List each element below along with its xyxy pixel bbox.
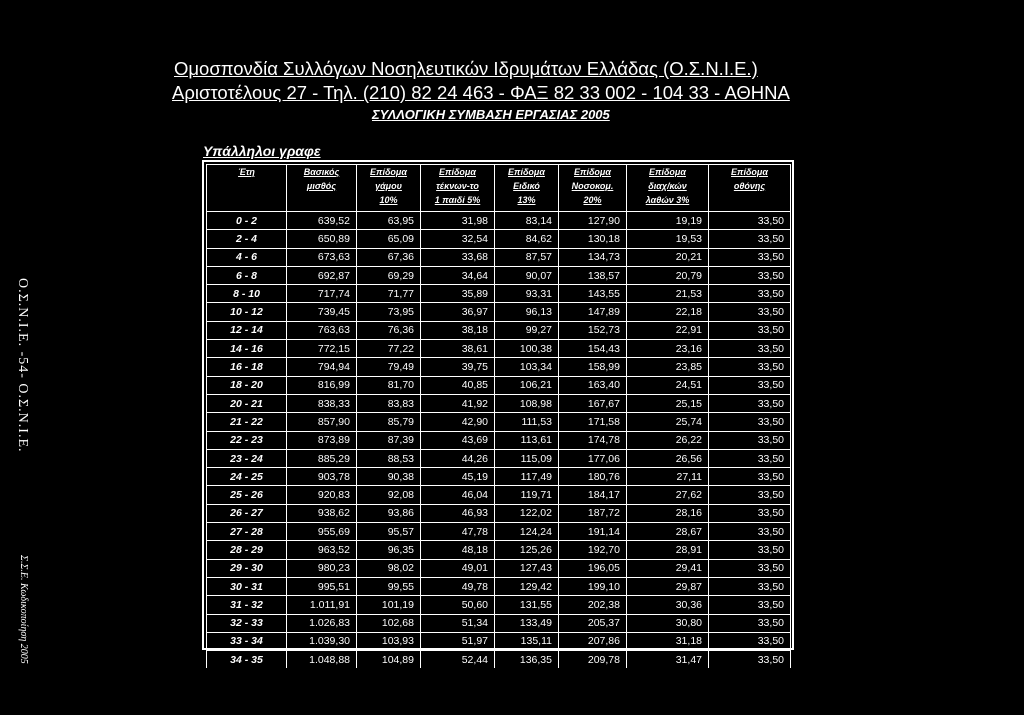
years-cell: 0 - 2 [207,212,287,230]
amount-cell: 51,34 [421,614,495,632]
table-row [207,340,791,358]
amount-cell: 143,55 [559,285,627,303]
column-header-line: 10% [379,195,398,205]
years-cell: 28 - 29 [207,541,287,559]
amount-cell: 99,55 [357,577,421,595]
amount-cell: 171,58 [559,413,627,431]
amount-cell: 980,23 [287,559,357,577]
organization-address: Αριστοτέλους 27 - Τηλ. (210) 82 24 463 - ΦΑΞ 82 33 002 - 104 33 - ΑΘΗΝΑ [172,82,790,103]
amount-cell: 38,61 [421,340,495,358]
organization-title: Ομοσπονδία Συλλόγων Νοσηλευτικών Ιδρυμάτων Ελλάδας (Ο.Σ.Ν.Ι.Ε.) [174,58,758,79]
amount-cell: 44,26 [421,449,495,467]
amount-cell: 102,68 [357,614,421,632]
amount-cell: 184,17 [559,486,627,504]
table-row [207,285,791,303]
amount-cell: 100,38 [495,340,559,358]
column-header-line: τέκνων-το [436,181,479,191]
table-row [207,321,791,339]
years-cell: 4 - 6 [207,248,287,266]
amount-cell: 28,67 [627,523,709,541]
column-header-line: οθόνης [733,181,766,191]
amount-cell: 63,95 [357,212,421,230]
table-row [207,523,791,541]
amount-cell: 24,51 [627,376,709,394]
salary-table [206,164,791,668]
amount-cell: 124,24 [495,523,559,541]
amount-cell: 104,89 [357,651,421,669]
column-header-line: Επίδομα [731,167,768,177]
years-cell: 27 - 28 [207,523,287,541]
table-body [207,212,791,669]
amount-cell: 46,04 [421,486,495,504]
amount-cell: 93,31 [495,285,559,303]
years-cell: 2 - 4 [207,230,287,248]
amount-cell: 27,62 [627,486,709,504]
amount-cell: 34,64 [421,266,495,284]
amount-cell: 38,18 [421,321,495,339]
column-header [207,165,287,212]
table-row [207,504,791,522]
years-cell: 8 - 10 [207,285,287,303]
amount-cell: 955,69 [287,523,357,541]
amount-cell: 202,38 [559,596,627,614]
amount-cell: 108,98 [495,394,559,412]
column-header-line: Επίδομα [439,167,476,177]
amount-cell: 33,50 [709,468,791,486]
column-header-line: γάμου [375,181,402,191]
table-row [207,596,791,614]
amount-cell: 154,43 [559,340,627,358]
amount-cell: 33,50 [709,358,791,376]
amount-cell: 33,50 [709,248,791,266]
amount-cell: 133,49 [495,614,559,632]
amount-cell: 207,86 [559,632,627,650]
table-row [207,303,791,321]
amount-cell: 46,93 [421,504,495,522]
table-row [207,632,791,650]
amount-cell: 83,83 [357,394,421,412]
amount-cell: 39,75 [421,358,495,376]
amount-cell: 29,87 [627,577,709,595]
amount-cell: 23,16 [627,340,709,358]
table-row [207,559,791,577]
amount-cell: 83,14 [495,212,559,230]
table-row [207,468,791,486]
years-cell: 33 - 34 [207,632,287,650]
amount-cell: 903,78 [287,468,357,486]
column-header [559,165,627,212]
employee-category: Υπάλληλοι γραφε [203,143,321,159]
amount-cell: 22,18 [627,303,709,321]
column-header-line: Έτη [238,167,255,177]
amount-cell: 639,52 [287,212,357,230]
table-row [207,230,791,248]
column-header-line: 1 παιδί 5% [434,195,481,205]
amount-cell: 857,90 [287,413,357,431]
amount-cell: 33,50 [709,614,791,632]
amount-cell: 717,74 [287,285,357,303]
amount-cell: 19,53 [627,230,709,248]
amount-cell: 87,57 [495,248,559,266]
amount-cell: 180,76 [559,468,627,486]
amount-cell: 794,94 [287,358,357,376]
amount-cell: 30,36 [627,596,709,614]
amount-cell: 33,50 [709,596,791,614]
amount-cell: 103,93 [357,632,421,650]
amount-cell: 65,09 [357,230,421,248]
years-cell: 22 - 23 [207,431,287,449]
amount-cell: 33,50 [709,285,791,303]
column-header-line: Νοσοκομ. [571,181,614,191]
amount-cell: 135,11 [495,632,559,650]
column-header-line: 13% [517,195,536,205]
years-cell: 30 - 31 [207,577,287,595]
years-cell: 26 - 27 [207,504,287,522]
amount-cell: 87,39 [357,431,421,449]
amount-cell: 196,05 [559,559,627,577]
collective-agreement-title: ΣΥΛΛΟΓΙΚΗ ΣΥΜΒΑΣΗ ΕΡΓΑΣΙΑΣ 2005 [372,107,610,122]
amount-cell: 88,53 [357,449,421,467]
amount-cell: 106,21 [495,376,559,394]
amount-cell: 31,47 [627,651,709,669]
amount-cell: 92,08 [357,486,421,504]
table-row [207,614,791,632]
amount-cell: 67,36 [357,248,421,266]
amount-cell: 30,80 [627,614,709,632]
table-row [207,394,791,412]
table-row [207,358,791,376]
amount-cell: 95,57 [357,523,421,541]
amount-cell: 20,21 [627,248,709,266]
amount-cell: 152,73 [559,321,627,339]
amount-cell: 33,50 [709,523,791,541]
amount-cell: 1.011,91 [287,596,357,614]
amount-cell: 167,67 [559,394,627,412]
amount-cell: 673,63 [287,248,357,266]
side-codification-note: Σ.Σ.Ε. Κωδικοποίηση 2005 [18,555,29,664]
amount-cell: 1.048,88 [287,651,357,669]
amount-cell: 129,42 [495,577,559,595]
amount-cell: 42,90 [421,413,495,431]
amount-cell: 873,89 [287,431,357,449]
column-header [357,165,421,212]
amount-cell: 25,15 [627,394,709,412]
amount-cell: 96,35 [357,541,421,559]
years-cell: 16 - 18 [207,358,287,376]
amount-cell: 49,01 [421,559,495,577]
amount-cell: 31,18 [627,632,709,650]
amount-cell: 33,50 [709,504,791,522]
years-cell: 34 - 35 [207,651,287,669]
table-row [207,486,791,504]
amount-cell: 20,79 [627,266,709,284]
amount-cell: 33,50 [709,340,791,358]
years-cell: 21 - 22 [207,413,287,431]
column-header [495,165,559,212]
amount-cell: 163,40 [559,376,627,394]
table-row [207,266,791,284]
amount-cell: 138,57 [559,266,627,284]
amount-cell: 174,78 [559,431,627,449]
amount-cell: 739,45 [287,303,357,321]
amount-cell: 33,50 [709,266,791,284]
amount-cell: 136,35 [495,651,559,669]
amount-cell: 40,85 [421,376,495,394]
amount-cell: 117,49 [495,468,559,486]
amount-cell: 25,74 [627,413,709,431]
amount-cell: 33,68 [421,248,495,266]
amount-cell: 920,83 [287,486,357,504]
column-header-line: 20% [583,195,602,205]
years-cell: 25 - 26 [207,486,287,504]
amount-cell: 19,19 [627,212,709,230]
amount-cell: 205,37 [559,614,627,632]
amount-cell: 90,07 [495,266,559,284]
column-header [709,165,791,212]
amount-cell: 85,79 [357,413,421,431]
column-header-line: Επίδομα [649,167,686,177]
years-cell: 23 - 24 [207,449,287,467]
amount-cell: 177,06 [559,449,627,467]
table-row [207,431,791,449]
amount-cell: 96,13 [495,303,559,321]
amount-cell: 28,91 [627,541,709,559]
amount-cell: 938,62 [287,504,357,522]
amount-cell: 187,72 [559,504,627,522]
years-cell: 20 - 21 [207,394,287,412]
column-header-line: Ειδικό [513,181,540,191]
amount-cell: 772,15 [287,340,357,358]
amount-cell: 963,52 [287,541,357,559]
amount-cell: 79,49 [357,358,421,376]
amount-cell: 131,55 [495,596,559,614]
amount-cell: 28,16 [627,504,709,522]
amount-cell: 32,54 [421,230,495,248]
amount-cell: 127,90 [559,212,627,230]
amount-cell: 33,50 [709,212,791,230]
amount-cell: 51,97 [421,632,495,650]
amount-cell: 31,98 [421,212,495,230]
amount-cell: 21,53 [627,285,709,303]
amount-cell: 115,09 [495,449,559,467]
side-page-marker: Ο.Σ.Ν.Ι.Ε. -54- Ο.Σ.Ν.Ι.Ε. [15,278,30,453]
amount-cell: 48,18 [421,541,495,559]
table-row [207,651,791,669]
amount-cell: 147,89 [559,303,627,321]
amount-cell: 192,70 [559,541,627,559]
table-row [207,212,791,230]
amount-cell: 69,29 [357,266,421,284]
years-cell: 10 - 12 [207,303,287,321]
amount-cell: 692,87 [287,266,357,284]
amount-cell: 995,51 [287,577,357,595]
amount-cell: 33,50 [709,394,791,412]
amount-cell: 33,50 [709,303,791,321]
years-cell: 24 - 25 [207,468,287,486]
amount-cell: 113,61 [495,431,559,449]
column-header-line: διαχ/κών [648,181,687,191]
amount-cell: 33,50 [709,376,791,394]
amount-cell: 49,78 [421,577,495,595]
table-row [207,449,791,467]
amount-cell: 26,22 [627,431,709,449]
table-header [207,165,791,212]
amount-cell: 90,38 [357,468,421,486]
years-cell: 32 - 33 [207,614,287,632]
table-row [207,541,791,559]
column-header-line: Βασικός [303,167,340,177]
amount-cell: 199,10 [559,577,627,595]
years-cell: 29 - 30 [207,559,287,577]
amount-cell: 763,63 [287,321,357,339]
amount-cell: 93,86 [357,504,421,522]
years-cell: 18 - 20 [207,376,287,394]
years-cell: 14 - 16 [207,340,287,358]
amount-cell: 103,34 [495,358,559,376]
amount-cell: 134,73 [559,248,627,266]
years-cell: 12 - 14 [207,321,287,339]
amount-cell: 41,92 [421,394,495,412]
amount-cell: 43,69 [421,431,495,449]
amount-cell: 84,62 [495,230,559,248]
table-row [207,248,791,266]
amount-cell: 816,99 [287,376,357,394]
amount-cell: 122,02 [495,504,559,522]
amount-cell: 158,99 [559,358,627,376]
amount-cell: 101,19 [357,596,421,614]
amount-cell: 33,50 [709,431,791,449]
amount-cell: 73,95 [357,303,421,321]
amount-cell: 98,02 [357,559,421,577]
amount-cell: 130,18 [559,230,627,248]
years-cell: 31 - 32 [207,596,287,614]
amount-cell: 29,41 [627,559,709,577]
amount-cell: 76,36 [357,321,421,339]
amount-cell: 27,11 [627,468,709,486]
amount-cell: 77,22 [357,340,421,358]
amount-cell: 50,60 [421,596,495,614]
amount-cell: 99,27 [495,321,559,339]
amount-cell: 125,26 [495,541,559,559]
column-header [287,165,357,212]
amount-cell: 33,50 [709,559,791,577]
table-row [207,413,791,431]
amount-cell: 650,89 [287,230,357,248]
column-header [421,165,495,212]
amount-cell: 885,29 [287,449,357,467]
amount-cell: 23,85 [627,358,709,376]
amount-cell: 71,77 [357,285,421,303]
column-header-line: λαθών 3% [645,195,690,205]
header-row [207,165,791,212]
table-row [207,577,791,595]
amount-cell: 1.026,83 [287,614,357,632]
amount-cell: 33,50 [709,230,791,248]
amount-cell: 127,43 [495,559,559,577]
amount-cell: 119,71 [495,486,559,504]
amount-cell: 33,50 [709,486,791,504]
amount-cell: 33,50 [709,413,791,431]
amount-cell: 33,50 [709,321,791,339]
amount-cell: 33,50 [709,632,791,650]
column-header [627,165,709,212]
amount-cell: 81,70 [357,376,421,394]
amount-cell: 26,56 [627,449,709,467]
amount-cell: 22,91 [627,321,709,339]
amount-cell: 33,50 [709,449,791,467]
amount-cell: 838,33 [287,394,357,412]
amount-cell: 209,78 [559,651,627,669]
amount-cell: 45,19 [421,468,495,486]
table-row [207,376,791,394]
amount-cell: 191,14 [559,523,627,541]
years-cell: 6 - 8 [207,266,287,284]
column-header-line: Επίδομα [574,167,611,177]
amount-cell: 33,50 [709,577,791,595]
amount-cell: 52,44 [421,651,495,669]
column-header-line: Επίδομα [370,167,407,177]
amount-cell: 33,50 [709,541,791,559]
amount-cell: 47,78 [421,523,495,541]
amount-cell: 1.039,30 [287,632,357,650]
column-header-line: Επίδομα [508,167,545,177]
amount-cell: 33,50 [709,651,791,669]
amount-cell: 35,89 [421,285,495,303]
column-header-line: μισθός [306,181,337,191]
amount-cell: 111,53 [495,413,559,431]
amount-cell: 36,97 [421,303,495,321]
